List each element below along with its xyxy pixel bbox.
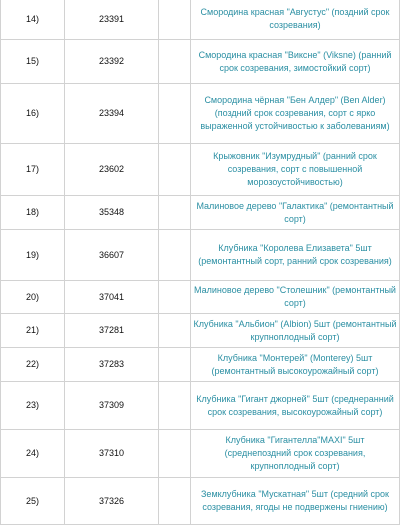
empty-cell	[159, 40, 191, 84]
row-number: 21)	[1, 314, 65, 348]
empty-cell	[159, 230, 191, 281]
product-code: 37326	[65, 478, 159, 525]
product-name-link[interactable]: Крыжовник "Изумрудный" (ранний срок созревания, сорт с повышенной морозоустойчивостью)	[213, 151, 377, 187]
product-code: 23394	[65, 84, 159, 144]
table-row	[1, 478, 400, 525]
table-row	[1, 348, 400, 382]
product-name-link[interactable]: Клубника "Гигант джорней" 5шт (среднеранний срок созревания, высокоурожайный сорт)	[196, 393, 394, 417]
product-name-link[interactable]: Малиновое дерево "Столешник" (ремонтантный сорт)	[194, 285, 396, 308]
product-name-cell	[191, 196, 400, 230]
product-code: 23392	[65, 40, 159, 84]
product-name-cell	[191, 84, 400, 144]
table-row	[1, 84, 400, 144]
table-row	[1, 230, 400, 281]
product-code: 37283	[65, 348, 159, 382]
product-name-cell	[191, 478, 400, 525]
table-row	[1, 430, 400, 478]
product-name-link[interactable]: Клубника "Монтерей" (Monterey) 5шт (ремонтантный высокоурожайный сорт)	[211, 352, 379, 376]
row-number: 14)	[1, 0, 65, 40]
product-name-cell	[191, 314, 400, 348]
empty-cell	[159, 430, 191, 478]
table-row	[1, 40, 400, 84]
product-code: 37310	[65, 430, 159, 478]
table-row	[1, 382, 400, 430]
row-number: 24)	[1, 430, 65, 478]
product-name-link[interactable]: Земклубника "Мускатная" 5шт (средний срок созревания, ягоды не подвержены гниению)	[201, 489, 389, 512]
product-name-cell	[191, 0, 400, 40]
empty-cell	[159, 281, 191, 314]
table-row	[1, 314, 400, 348]
product-code: 35348	[65, 196, 159, 230]
row-number: 19)	[1, 230, 65, 281]
product-name-link[interactable]: Клубника "Королева Елизавета" 5шт (ремонтантный сорт, ранний срок созревания)	[198, 243, 392, 266]
product-name-link[interactable]: Смородина красная "Виксне" (Viksne) (ранний срок созревания, зимостойкий сорт)	[198, 49, 392, 73]
product-name-cell	[191, 430, 400, 478]
product-name-cell	[191, 144, 400, 196]
product-name-link[interactable]: Малиновое дерево "Галактика" (ремонтантный сорт)	[196, 200, 394, 224]
empty-cell	[159, 382, 191, 430]
row-number: 20)	[1, 281, 65, 314]
product-code: 37041	[65, 281, 159, 314]
empty-cell	[159, 314, 191, 348]
empty-cell	[159, 348, 191, 382]
product-name-link[interactable]: Клубника "Альбион" (Albion) 5шт (ремонтантный крупноплодный сорт)	[193, 318, 397, 342]
product-code: 37281	[65, 314, 159, 348]
product-name-link[interactable]: Смородина чёрная "Бен Алдер" (Ben Alder) (поздний срок созревания, сорт с ярко выраженной устойчивостью к заболеваниям)	[200, 95, 390, 131]
product-code: 37309	[65, 382, 159, 430]
product-name-cell	[191, 348, 400, 382]
row-number: 15)	[1, 40, 65, 84]
product-name-link[interactable]: Смородина красная "Августус" (поздний срок созревания)	[200, 7, 390, 30]
table-row	[1, 144, 400, 196]
product-name-cell	[191, 230, 400, 281]
empty-cell	[159, 144, 191, 196]
row-number: 16)	[1, 84, 65, 144]
empty-cell	[159, 0, 191, 40]
empty-cell	[159, 196, 191, 230]
product-code: 23602	[65, 144, 159, 196]
row-number: 17)	[1, 144, 65, 196]
product-code: 23391	[65, 0, 159, 40]
product-name-cell	[191, 382, 400, 430]
table-row	[1, 281, 400, 314]
product-code: 36607	[65, 230, 159, 281]
row-number: 23)	[1, 382, 65, 430]
product-name-cell	[191, 281, 400, 314]
product-name-cell	[191, 40, 400, 84]
row-number: 18)	[1, 196, 65, 230]
table-row	[1, 196, 400, 230]
row-number: 25)	[1, 478, 65, 525]
row-number: 22)	[1, 348, 65, 382]
product-name-link[interactable]: Клубника "Гигантелла"MAXI" 5шт (среднепоздний срок созревания, крупноплодный сорт)	[224, 435, 366, 471]
table-row	[1, 0, 400, 40]
empty-cell	[159, 478, 191, 525]
empty-cell	[159, 84, 191, 144]
